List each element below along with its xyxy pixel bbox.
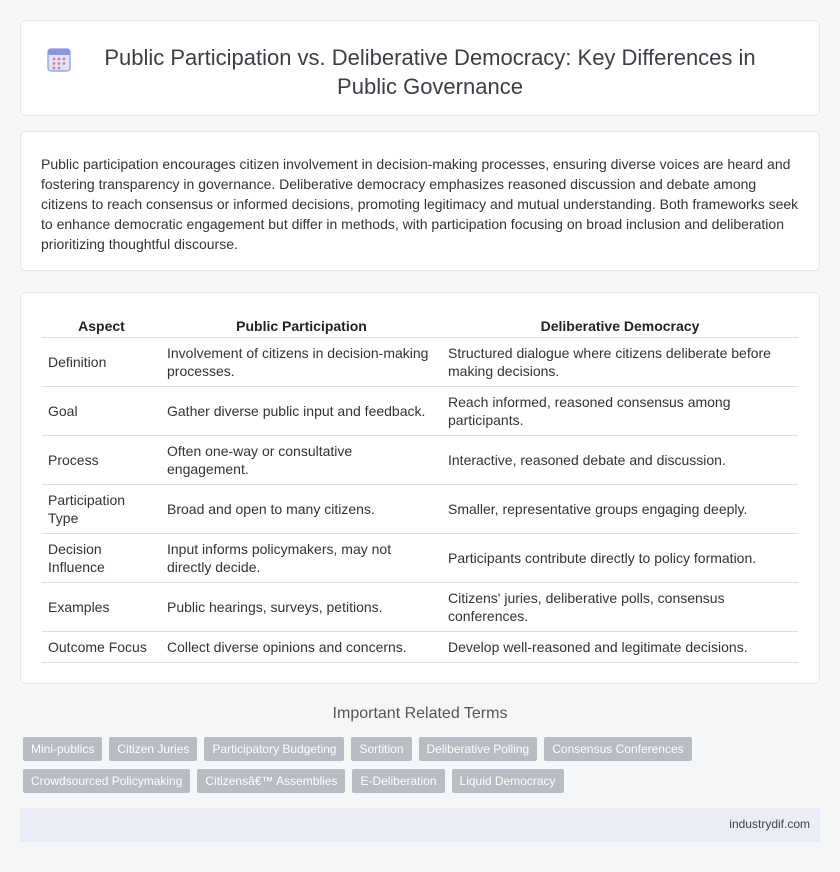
cell-participation: Collect diverse opinions and concerns.: [161, 631, 442, 662]
summary-text: Public participation encourages citizen involvement in decision-making processes, ensuring diverse voices are heard and fostering transparency in governance. Deliberative democracy emphasizes reasoned discussion and debate among citizens to reach consensus or informed decisions, promoting legitimacy and mutual understanding. Both frameworks seek to enhance democratic engagement but differ in methods, with participation focusing on broad inclusion and deliberation prioritizing thoughtful discourse.: [41, 156, 799, 252]
footer-site[interactable]: industrydif.com: [729, 817, 810, 831]
table-row: [42, 337, 798, 386]
table-row: [42, 533, 798, 582]
table-row: [42, 386, 798, 435]
cell-participation: Often one-way or consultative engagement.: [161, 435, 442, 484]
cell-deliberative: Reach informed, reasoned consensus among participants.: [442, 386, 798, 435]
tag-consensus-conferences[interactable]: Consensus Conferences: [544, 737, 691, 761]
cell-deliberative: Interactive, reasoned debate and discussion.: [442, 435, 798, 484]
tag-citizen-juries[interactable]: Citizen Juries: [109, 737, 197, 761]
header-public-participation: Public Participation: [161, 316, 442, 337]
tag-mini-publics[interactable]: Mini-publics: [23, 737, 102, 761]
table-row: [42, 582, 798, 631]
cell-deliberative: Participants contribute directly to policy formation.: [442, 533, 798, 582]
cell-aspect: Outcome Focus: [42, 631, 161, 662]
related-terms-heading: Important Related Terms: [332, 705, 508, 722]
header-deliberative-democracy: Deliberative Democracy: [442, 316, 798, 337]
comparison-table: [42, 316, 798, 663]
page-title: Public Participation vs. Deliberative Democracy: Key Differences in Public Governance: [104, 45, 756, 99]
title-card: [20, 20, 820, 116]
tag-deliberative-polling[interactable]: Deliberative Polling: [419, 737, 538, 761]
cell-participation: Input informs policymakers, may not directly decide.: [161, 533, 442, 582]
cell-aspect: Examples: [42, 582, 161, 631]
comparison-table-card: [20, 292, 820, 684]
cell-aspect: Process: [42, 435, 161, 484]
cell-participation: Involvement of citizens in decision-making processes.: [161, 337, 442, 386]
cell-participation: Broad and open to many citizens.: [161, 484, 442, 533]
cell-deliberative: Develop well-reasoned and legitimate decisions.: [442, 631, 798, 662]
tag-sortition[interactable]: Sortition: [351, 737, 411, 761]
cell-aspect: Participation Type: [42, 484, 161, 533]
cell-participation: Public hearings, surveys, petitions.: [161, 582, 442, 631]
tag-e-deliberation[interactable]: E-Deliberation: [352, 769, 444, 793]
tag-crowdsourced-policymaking[interactable]: Crowdsourced Policymaking: [23, 769, 190, 793]
table-row: [42, 484, 798, 533]
cell-aspect: Definition: [42, 337, 161, 386]
tag-citizens-assemblies[interactable]: Citizensâ€™ Assemblies: [197, 769, 345, 793]
tag-liquid-democracy[interactable]: Liquid Democracy: [452, 769, 564, 793]
summary-card: [20, 131, 820, 271]
cell-deliberative: Citizens' juries, deliberative polls, consensus conferences.: [442, 582, 798, 631]
cell-aspect: Goal: [42, 386, 161, 435]
table-row: [42, 435, 798, 484]
cell-participation: Gather diverse public input and feedback.: [161, 386, 442, 435]
cell-deliberative: Structured dialogue where citizens deliberate before making decisions.: [442, 337, 798, 386]
cell-deliberative: Smaller, representative groups engaging deeply.: [442, 484, 798, 533]
table-header-row: [42, 316, 798, 337]
related-terms-tags: [23, 737, 723, 801]
cell-aspect: Decision Influence: [42, 533, 161, 582]
header-aspect: Aspect: [42, 316, 161, 337]
footer: [20, 808, 820, 842]
table-row: [42, 631, 798, 662]
tag-participatory-budgeting[interactable]: Participatory Budgeting: [204, 737, 344, 761]
